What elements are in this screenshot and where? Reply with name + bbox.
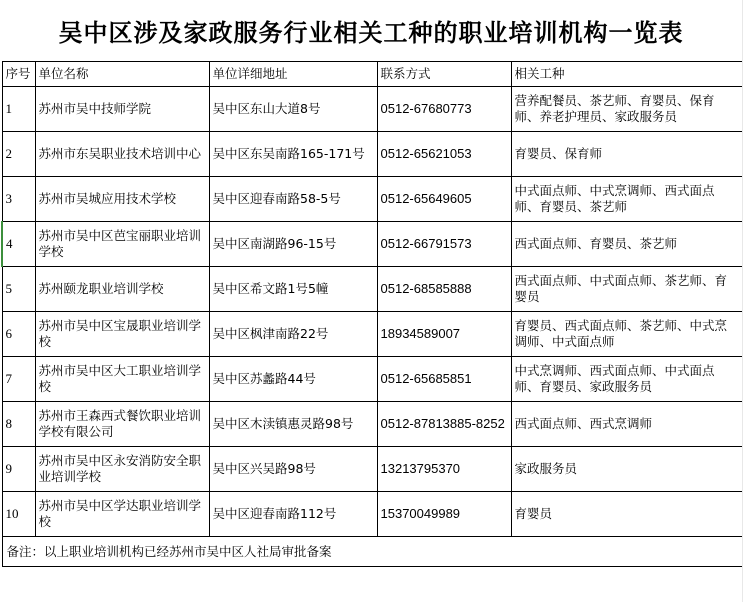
cell-contact[interactable]: 15370049989 — [377, 492, 511, 537]
header-name[interactable]: 单位名称 — [35, 62, 209, 87]
cell-jobs[interactable]: 营养配餐员、茶艺师、育婴员、保育师、养老护理员、家政服务员 — [511, 87, 743, 132]
table-row — [2, 267, 743, 312]
cell-no[interactable]: 2 — [2, 132, 35, 177]
cell-name[interactable]: 苏州市东吴职业技术培训中心 — [35, 132, 209, 177]
cell-address[interactable]: 吴中区兴吴路98号 — [209, 447, 377, 492]
cell-jobs[interactable]: 育婴员、保育师 — [511, 132, 743, 177]
cell-jobs[interactable]: 中式烹调师、西式面点师、中式面点师、育婴员、家政服务员 — [511, 357, 743, 402]
column-boundary — [742, 0, 743, 602]
cell-address[interactable]: 吴中区东山大道8号 — [209, 87, 377, 132]
cell-jobs[interactable]: 育婴员 — [511, 492, 743, 537]
table-row — [2, 87, 743, 132]
cell-name[interactable]: 苏州市吴城应用技术学校 — [35, 177, 209, 222]
cell-contact[interactable]: 0512-68585888 — [377, 267, 511, 312]
cell-jobs[interactable]: 家政服务员 — [511, 447, 743, 492]
note-row — [2, 537, 743, 567]
table-row — [2, 492, 743, 537]
cell-contact[interactable]: 0512-65685851 — [377, 357, 511, 402]
cell-jobs[interactable]: 西式面点师、中式面点师、茶艺师、育婴员 — [511, 267, 743, 312]
cell-address[interactable]: 吴中区东吴南路165-171号 — [209, 132, 377, 177]
cell-address[interactable]: 吴中区枫津南路22号 — [209, 312, 377, 357]
cell-jobs[interactable]: 西式面点师、西式烹调师 — [511, 402, 743, 447]
cell-no[interactable]: 1 — [2, 87, 35, 132]
footnote[interactable]: 备注：以上职业培训机构已经苏州市吴中区人社局审批备案 — [2, 537, 743, 567]
cell-no[interactable]: 4 — [2, 222, 35, 267]
table-row — [2, 357, 743, 402]
cell-contact[interactable]: 13213795370 — [377, 447, 511, 492]
institution-table — [1, 61, 743, 567]
table-row — [2, 132, 743, 177]
cell-name[interactable]: 苏州市吴中区大工职业培训学校 — [35, 357, 209, 402]
cell-no[interactable]: 7 — [2, 357, 35, 402]
table-row — [2, 402, 743, 447]
cell-jobs[interactable]: 西式面点师、育婴员、茶艺师 — [511, 222, 743, 267]
cell-no[interactable]: 10 — [2, 492, 35, 537]
cell-address[interactable]: 吴中区迎春南路112号 — [209, 492, 377, 537]
cell-contact[interactable]: 18934589007 — [377, 312, 511, 357]
cell-jobs[interactable]: 中式面点师、中式烹调师、西式面点师、育婴员、茶艺师 — [511, 177, 743, 222]
header-no[interactable]: 序号 — [2, 62, 35, 87]
table-row — [2, 222, 743, 267]
header-jobs[interactable]: 相关工种 — [511, 62, 743, 87]
cell-no[interactable]: 6 — [2, 312, 35, 357]
cell-name[interactable]: 苏州市吴中区永安消防安全职业培训学校 — [35, 447, 209, 492]
cell-address[interactable]: 吴中区希文路1号5幢 — [209, 267, 377, 312]
cell-contact[interactable]: 0512-65621053 — [377, 132, 511, 177]
header-contact[interactable]: 联系方式 — [377, 62, 511, 87]
cell-address[interactable]: 吴中区南湖路96-15号 — [209, 222, 377, 267]
cell-name[interactable]: 苏州市吴中技师学院 — [35, 87, 209, 132]
cell-address[interactable]: 吴中区苏蠡路44号 — [209, 357, 377, 402]
cell-no[interactable]: 5 — [2, 267, 35, 312]
cell-name[interactable]: 苏州市王森西式餐饮职业培训学校有限公司 — [35, 402, 209, 447]
cell-contact[interactable]: 0512-65649605 — [377, 177, 511, 222]
cell-no[interactable]: 3 — [2, 177, 35, 222]
table-row — [2, 312, 743, 357]
cell-contact[interactable]: 0512-87813885-8252 — [377, 402, 511, 447]
cell-no[interactable]: 9 — [2, 447, 35, 492]
cell-name[interactable]: 苏州市吴中区学达职业培训学校 — [35, 492, 209, 537]
cell-address[interactable]: 吴中区迎春南路58-5号 — [209, 177, 377, 222]
cell-address[interactable]: 吴中区木渎镇惠灵路98号 — [209, 402, 377, 447]
cell-name[interactable]: 苏州市吴中区芭宝丽职业培训学校 — [35, 222, 209, 267]
cell-contact[interactable]: 0512-66791573 — [377, 222, 511, 267]
page-title: 吴中区涉及家政服务行业相关工种的职业培训机构一览表 — [58, 19, 684, 47]
table-row — [2, 177, 743, 222]
cell-jobs[interactable]: 育婴员、西式面点师、茶艺师、中式烹调师、中式面点师 — [511, 312, 743, 357]
header-address[interactable]: 单位详细地址 — [209, 62, 377, 87]
cell-name[interactable]: 苏州市吴中区宝晟职业培训学校 — [35, 312, 209, 357]
cell-name[interactable]: 苏州颐龙职业培训学校 — [35, 267, 209, 312]
cell-contact[interactable]: 0512-67680773 — [377, 87, 511, 132]
table-row — [2, 447, 743, 492]
header-row — [2, 62, 743, 87]
cell-no[interactable]: 8 — [2, 402, 35, 447]
